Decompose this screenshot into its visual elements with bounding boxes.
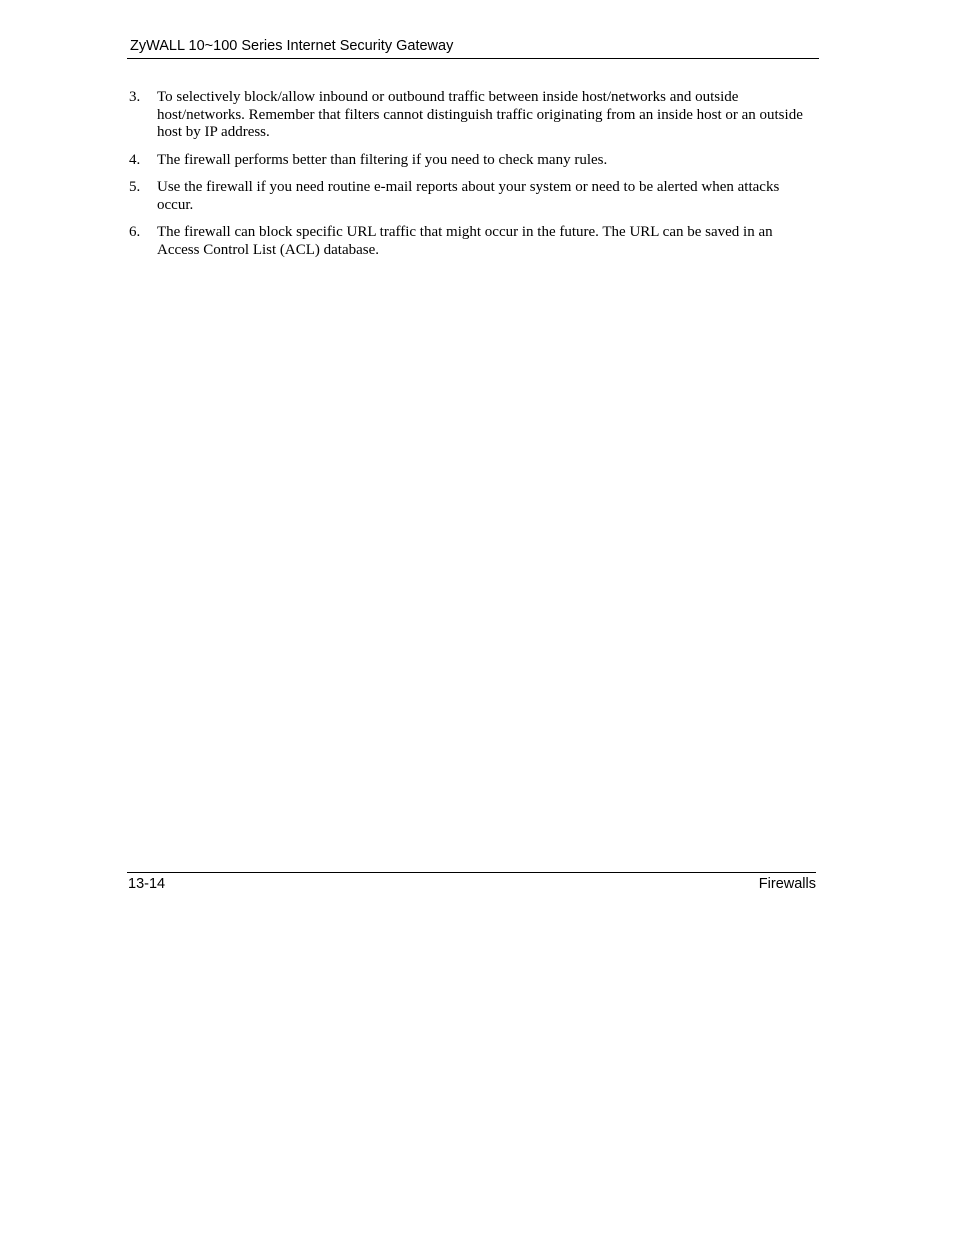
list-item-number: 6. bbox=[129, 224, 141, 240]
list-item-text: Use the firewall if you need routine e-mail reports about your system or need to be alerted when attacks occur. bbox=[157, 179, 780, 213]
page-header bbox=[127, 37, 819, 59]
numbered-list bbox=[127, 89, 817, 269]
list-item bbox=[127, 89, 817, 142]
list-item-text: The firewall performs better than filtering if you need to check many rules. bbox=[157, 151, 608, 168]
list-item bbox=[127, 224, 817, 259]
list-item bbox=[127, 179, 817, 214]
page-footer bbox=[127, 872, 816, 895]
list-item-text: To selectively block/allow inbound or outbound traffic between inside host/networks and outside host/networks. Remember that filters cannot distinguish traffic originating from an inside host or an outside host by IP address. bbox=[157, 89, 803, 140]
list-item-number: 4. bbox=[129, 151, 141, 168]
list-item-number: 5. bbox=[129, 179, 141, 195]
page-number: 13-14 bbox=[128, 876, 166, 892]
list-item-text: The firewall can block specific URL traffic that might occur in the future. The URL can be saved in an Access Control List (ACL) database. bbox=[157, 224, 773, 258]
section-name: Firewalls bbox=[758, 876, 816, 892]
list-item bbox=[127, 152, 817, 170]
header-title: ZyWALL 10~100 Series Internet Security Gateway bbox=[130, 38, 454, 54]
list-item-number: 3. bbox=[129, 89, 141, 105]
